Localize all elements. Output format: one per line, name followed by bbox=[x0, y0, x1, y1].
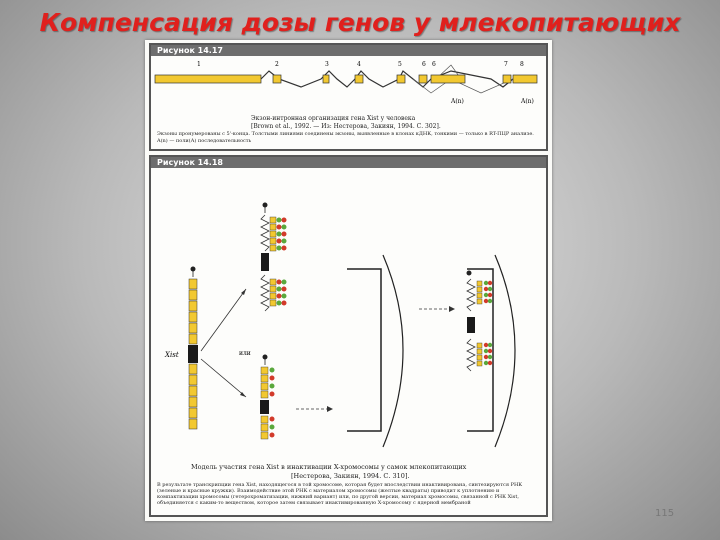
arrow-head bbox=[449, 306, 455, 312]
exon-intron-diagram bbox=[151, 57, 546, 117]
poly-a-label: A(n) bbox=[451, 98, 464, 105]
exon bbox=[431, 75, 465, 83]
or-label: или bbox=[239, 350, 251, 357]
exon bbox=[419, 75, 427, 83]
figure-caption-source: [Нестерова, Закиян, 1994. С. 310]. bbox=[291, 472, 410, 480]
figure-caption-text: В результате транскрипции гена Xist, находящегося в той хромосоме, которая будет впоследствии инактивирована, синтезируются РНК (зеленые и красные кружки). Взаимодействие этой РНК с материалом хромосомы (желтые квадраты) приводит к уплотнению и компактизации хромосомы (гетерохроматизации, нижний вариант) или, по другой версии, материал хромосомы, связанной с РНК Xist, объединяется с каким-то веществом, которое затем связывает инактивированную X-хромосому с ядерной мембраной bbox=[157, 482, 523, 506]
nuclear-membrane bbox=[347, 255, 403, 447]
exon-number: 7 bbox=[504, 61, 508, 68]
exon bbox=[155, 75, 261, 83]
chromosome-left bbox=[188, 267, 198, 430]
splice-lines bbox=[261, 71, 513, 87]
arrow bbox=[201, 359, 246, 397]
exon bbox=[273, 75, 281, 83]
exon bbox=[397, 75, 405, 83]
slide-title: Компенсация дозы генов у млекопитающих bbox=[39, 8, 681, 37]
figure-header: Рисунок 14.17 bbox=[151, 45, 546, 56]
figure-caption-note: Экзоны пронумерованы с 5'-конца. Толстыми линиями соединены экзоны, выявленные в клонах кДНК, тонкими — только в RT-ПЦР анализе. A(n) — поли(A) последовательность bbox=[157, 131, 534, 144]
exon bbox=[323, 75, 329, 83]
arrow-head bbox=[327, 406, 333, 412]
textbook-scan bbox=[145, 40, 552, 521]
figure-caption-source: [Brown et al., 1992. — Из: Нестерова, Закиян, 1994. С. 302]. bbox=[251, 123, 441, 130]
figure-14-18 bbox=[149, 155, 548, 517]
exon-number: 4 bbox=[357, 61, 361, 68]
arrow bbox=[201, 289, 246, 351]
exon-number: 5 bbox=[398, 61, 402, 68]
exon-number: 2 bbox=[275, 61, 279, 68]
figure-caption-title: Модель участия гена Xist в инактивации X-хромосомы у самок млекопитающих bbox=[191, 463, 467, 471]
exon-number: 8 bbox=[520, 61, 524, 68]
exon bbox=[513, 75, 537, 83]
chromosome-upper bbox=[261, 203, 287, 312]
exon-number: 1 bbox=[197, 61, 201, 68]
chromosome-lower bbox=[260, 355, 275, 440]
exon bbox=[503, 75, 511, 83]
exon-number: 6 bbox=[422, 61, 426, 68]
xist-label: Xist bbox=[165, 351, 179, 359]
arrow-head bbox=[241, 289, 246, 295]
exon-number: 6 bbox=[432, 61, 436, 68]
figure-caption-title: Экзон-интронная организация гена Xist у человека bbox=[251, 115, 416, 122]
xist-model-diagram bbox=[151, 169, 546, 459]
exon-number: 3 bbox=[325, 61, 329, 68]
page-number: 115 bbox=[655, 508, 675, 519]
figure-14-17 bbox=[149, 43, 548, 151]
exon bbox=[355, 75, 363, 83]
nuclear-membrane-attached bbox=[467, 255, 516, 447]
poly-a-label: A(n) bbox=[521, 98, 534, 105]
figure-header: Рисунок 14.18 bbox=[151, 157, 546, 168]
